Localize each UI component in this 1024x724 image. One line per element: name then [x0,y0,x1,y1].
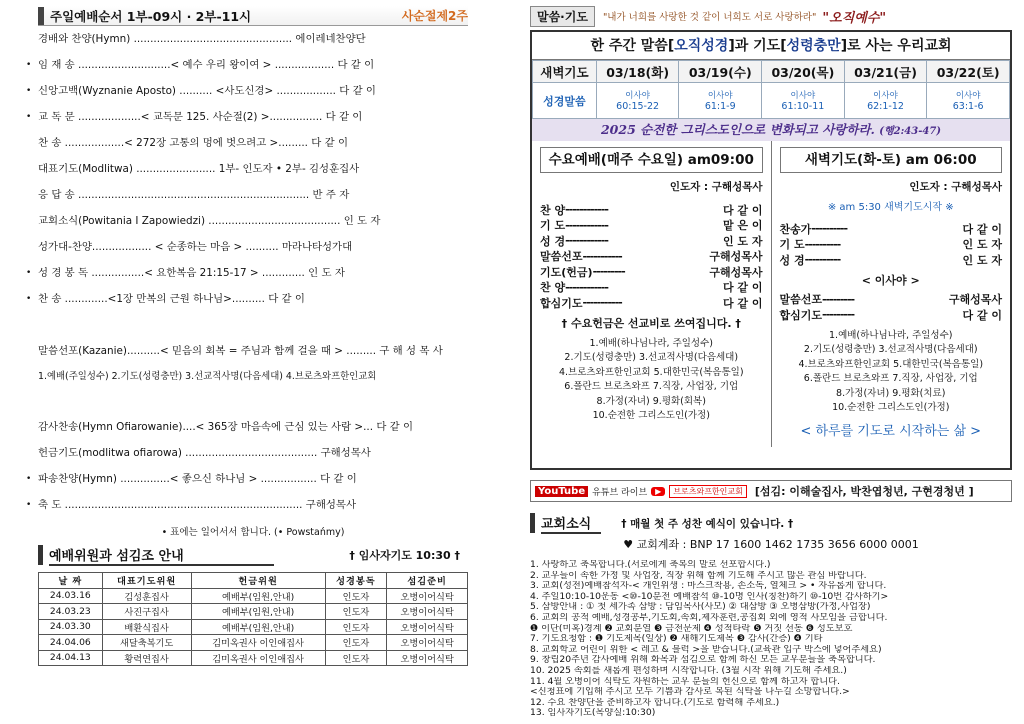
header-bar [38,7,44,25]
prayer-intent: 10.순전한 그리스도인(가정) [832,402,950,413]
news-item: 3. 교회(성전)예배참석자-< 개인위생 : 마스크착용, 손소독, 열체크 > • 자유롭게 합니다. [530,581,887,592]
season-label: 사순절제2주 [401,9,468,23]
service-line [540,295,763,311]
order-item [38,234,468,260]
service-line [780,307,1003,323]
order-item [38,104,468,130]
news-item: 10. 2025 속회를 새롭게 편성하며 시작합니다. (3월 시작 위해 기도해 주세요.) [530,665,847,676]
table-cell: 예배부(임원,안내) [191,604,325,620]
ushers-header-cell: 섬김준비 [387,573,468,589]
service-item: 찬 양 [540,203,566,217]
order-item-text: 감사찬송(Hymn Ofiarowanie)....< 365장 마음속에 근심 있는 사람 >... 다 같 이 [38,420,414,433]
order-item-text: • 신앙고백(Wyznanie Aposto) .......... <사도신경> .................. 다 같 이 [38,84,376,97]
slogan-ref: (행2:43-47) [879,126,942,137]
service-line [540,218,763,234]
verse-ref: 62:1-12 [867,101,904,112]
table-cell: 오병이어식탁 [387,604,468,620]
service-item: 성 경 [540,234,566,248]
order-item-text: 성가대-찬양.................. < 순종하는 마음 > .......... 마라나타성가대 [38,240,353,253]
service-person: 다 같 이 [722,296,763,310]
service-leader-dashes: --------- [592,265,625,279]
verse-ref: 61:1-9 [704,101,736,112]
news-item: <신청표에 기입해 주시고 모두 기쁨과 감사로 복된 식탁을 나누길 소망합니다.> [530,687,850,698]
verse-cell [844,83,927,119]
news-item: 11. 4월 오병이어 식탁도 자원하는 교우 분들의 헌신으로 함께 하고자 합니다. [530,676,840,687]
table-cell: 김미옥권사 이인애집사 [191,635,325,651]
news-title: 교회소식 [541,513,601,534]
table-cell: 오병이어식탁 [387,635,468,651]
service-line [540,233,763,249]
service-person: 구해성목사 [948,293,1002,307]
order-item [38,260,468,286]
table-row [39,635,468,651]
wednesday-offering-note: † 수요헌금은 선교비로 쓰여집니다. † [561,316,741,330]
service-item: 찬 양 [540,281,566,295]
news-header [530,512,1012,534]
verse-cell [762,83,845,119]
order-item [38,414,468,440]
youtube-bar [530,480,1012,502]
word-prayer-header [530,6,1012,26]
service-item: 성 경 [779,253,805,267]
table-cell: 예배부(임원,안내) [191,588,325,604]
wednesday-service [532,141,771,447]
table-cell: 김성훈집사 [102,588,191,604]
order-item-text: • 성 경 봉 독 ................< 요한복음 21:15-17 > ............. 인 도 자 [38,266,345,279]
dawn-start-note: ※ am 5:30 새벽기도시작 ※ [827,202,954,213]
dawn-leader: 인도자 : 구해성목사 [909,181,1002,193]
service-person: 인 도 자 [962,238,1002,252]
ushers-header-cell: 성경봉독 [325,573,387,589]
verse-cell [927,83,1010,119]
box-title-part: ]과 기도[ [728,38,787,54]
weekly-prayer-box [530,30,1012,470]
order-item [38,156,468,182]
dawn-schedule-table [532,60,1010,119]
service-line [780,237,1003,253]
service-item: 찬송가 [779,222,812,236]
dawn-title: 새벽기도(화-토) am 06:00 [780,147,1003,173]
service-leader-dashes: ---------- [811,222,848,236]
service-leader-dashes: ----------- [582,249,622,263]
wednesday-leader: 인도자 : 구해성목사 [669,181,763,193]
ushers-header-cell: 헌금위원 [191,573,325,589]
table-cell: 24.03.30 [39,619,103,635]
news-item: 9. 창립20주년 감사예배 위해 화목과 섬김으로 함께 하신 모든 교우분들을 축복합니다. [530,655,876,666]
ushers-header-cell: 날 짜 [39,573,103,589]
order-item [38,208,468,234]
news-item: 12. 수요 찬양단을 준비하고자 합니다.(기도로 함력해 주세요.) [530,697,780,708]
order-item [38,182,468,208]
service-item: 합심기도 [779,308,823,322]
channel-badge[interactable]: 브로츠와프한인교회 [669,485,747,498]
service-leader-dashes: ------------ [565,203,608,217]
prayer-intent: 2.기도(성령충만) 3.선교적사명(다음세대) [803,344,978,355]
table-cell: 오병이어식탁 [387,619,468,635]
date-cell: 03/19(수) [679,61,762,83]
box-title [532,32,1010,60]
order-item-text: 교회소식(Powitania I Zapowiedzi) ........................................ 인 도 자 [38,214,381,227]
table-cell: 김미옥권사 이인애집사 [191,650,325,666]
service-leader-dashes: --------- [822,308,855,322]
service-person: 다 같 이 [962,308,1002,322]
verse-book: 이사야 [625,91,650,101]
prayer-intent: 6.폴란드 브로츠와프 7.직장, 사업장, 기업 [803,373,978,384]
table-cell: 24.04.13 [39,650,103,666]
love-quote: "내가 너희를 사랑한 것 같이 너희도 서로 사랑하라" [602,12,817,23]
ushers-title: 예배위원과 섬김조 안내 [49,545,274,566]
service-item: 기 도 [540,219,566,233]
table-cell: 24.04.06 [39,635,103,651]
slogan-text: 2025 순전한 그리스도인으로 변화되고 사랑하라. [600,122,875,137]
worship-order-list [38,26,468,518]
play-icon[interactable]: ▶ [651,487,665,496]
prayer-intent: 2.기도(성령충만) 3.선교적사명(다음세대) [564,352,739,363]
box-title-part: 한 주간 말씀[ [590,38,675,54]
prayer-intent: 1.예배(하나님나라, 주일성수) [829,329,953,341]
order-item-text: 경배와 찬양(Hymn) ................................................ 에이레네찬양단 [38,32,366,45]
verse-book: 이사야 [707,91,733,101]
service-person: 맡 은 이 [722,219,763,233]
prayer-intent: 6.폴란드 브로츠와프 7.직장, 사업장, 기업 [564,381,739,392]
order-item [38,364,468,388]
service-line [780,252,1003,268]
dawn-order [780,221,1003,268]
wednesday-order [540,202,763,311]
service-line [780,221,1003,237]
service-item: 기도(헌금) [540,265,593,279]
ushers-table [38,572,468,666]
ushers-header-cell: 대표기도위원 [102,573,191,589]
service-leader-dashes: ------------ [565,234,608,248]
service-item: 합심기도 [540,296,583,310]
table-cell: 24.03.16 [39,588,103,604]
verse-book: 이사야 [955,91,981,101]
order-item-text: 말씀선포(Kazanie)..........< 믿음의 회복 = 주님과 함께 걸을 때 > ......... 구 해 성 목 사 [38,344,443,357]
prayer-intent: 4.브로츠와프한인교회 5.대한민국(복음통일) [558,366,744,378]
dawn-service [771,141,1011,447]
servers-list: [섬김: 이해술집사, 박찬엽청년, 구현경청년 ] [754,485,974,498]
prayer-intent: 1.예배(하나님나라, 주일성수) [589,337,713,349]
yearly-slogan [532,119,1010,141]
table-cell: 인도자 [325,650,387,666]
date-cell: 03/22(토) [927,61,1010,83]
service-person: 인 도 자 [962,253,1002,267]
order-item [38,286,468,312]
header-bar [38,545,43,565]
service-line [540,264,763,280]
header-bar [530,513,535,533]
service-leader-dashes: ------------ [565,218,608,232]
table-row [39,588,468,604]
table-cell: 인도자 [325,588,387,604]
table-cell: 인도자 [325,635,387,651]
service-person: 인 도 자 [722,234,763,248]
verse-book: 이사야 [873,91,898,101]
table-row [39,619,468,635]
ushers-header [38,544,468,566]
service-person: 구해성목사 [709,250,763,264]
news-item: 6. 교회의 공적 예배,성경공부,기도회,속회,제자훈련,공집회 외에 영적 사모임을 금합니다. [530,612,888,623]
bank-account: ♥ 교회계좌 : BNP 17 1600 1462 1735 3656 6000 0001 [623,538,919,551]
service-leader-dashes: --------- [822,292,855,306]
service-person: 다 같 이 [962,222,1002,236]
box-title-highlight: 성령충만 [786,38,841,54]
table-cell: 황력연집사 [102,650,191,666]
life-slogan: < 하루를 기도로 시작하는 삶 > [800,423,982,439]
service-line [540,202,763,218]
service-line [540,249,763,265]
youtube-live-label: 유튜브 라이브 [592,487,648,498]
order-item-text: • 임 재 송 ............................< 예수 우리 왕이여 > .................. 다 같 이 [38,58,375,71]
order-item [38,440,468,466]
date-cell: 03/21(금) [844,61,927,83]
prayer-intents-right [780,329,1003,416]
order-item-text: • 교 독 문 ...................< 교독문 125. 사순절(2) >................ 다 같 이 [38,110,363,123]
service-person: 구해성목사 [709,265,763,279]
news-item: 4. 주일10:10-10운동 <⑩-10분전 예배참석 ⑩-10명 인사(칭찬)하기 ⑩-10번 감사하기> [530,591,889,602]
table-cell: 배환식집사 [102,619,191,635]
table-cell: 오병이어식탁 [387,650,468,666]
ushers-table-header [39,573,468,589]
service-columns [532,141,1010,447]
date-cell: 03/18(화) [596,61,679,83]
verse-ref: 63:1-6 [952,101,984,112]
only-jesus: "오직예수" [822,10,887,26]
table-cell: 오병이어식탁 [387,588,468,604]
table-row [39,650,468,666]
prayer-intents-left [540,337,763,424]
order-item-text: • 파송찬양(Hymn) ...............< 좋으신 하나님 > ................. 다 같 이 [38,472,357,485]
worship-order-title: 주일예배순서 1부-09시 · 2부-11시 [50,8,252,24]
box-title-highlight: 오직성경 [674,38,729,54]
service-person: 다 같 이 [722,203,763,217]
service-line [780,292,1003,308]
order-item-text: 1.예배(주일성수) 2.기도(성령충만) 3.선교적사명(다음세대) 4.브로츠와프한인교회 [38,370,377,382]
dawn-label: 새벽기도 [533,61,597,83]
order-item-text: • 축 도 ........................................................................ 구해성목사 [38,498,356,511]
left-column [38,6,468,722]
order-item-text: 응 답 송 ...................................................................... 반 주 자 [38,188,350,201]
wednesday-title: 수요예배(매주 수요일) am09:00 [540,147,763,173]
verse-book: 이사야 [790,91,816,101]
prayer-intent: 8.가정(자녀) 9.평화(회복) [596,395,706,407]
dawn-order-2 [780,292,1003,323]
service-item: 말씀선포 [540,250,583,264]
date-cell: 03/20(목) [762,61,845,83]
order-item [38,338,468,364]
order-item-text: • 찬 송 .............<1장 만복의 근원 하나님>.......... 다 같 이 [38,292,305,305]
communion-note: † 매월 첫 주 성찬 예식이 있습니다. † [621,517,794,530]
stand-note: • 표에는 일어서서 합니다. (• Powstańmy) [161,527,345,538]
verse-cell [596,83,679,119]
table-cell: 예배부(임원,안내) [191,619,325,635]
table-cell: 인도자 [325,619,387,635]
verse-ref: 60:15-22 [616,101,660,112]
dawn-book: < 이사야 > [861,273,920,287]
order-item [38,26,468,52]
order-item-text: 찬 송 ..................< 272장 고통의 멍에 벗으려고 >......... 다 같 이 [38,136,349,149]
order-item-text: 헌금기도(modlitwa ofiarowa) ........................................ 구해성목사 [38,446,371,459]
prayer-intent: 8.가정(자녀) 9.평화(치료) [836,387,946,399]
right-column [530,6,1012,722]
order-item [38,388,468,414]
verse-ref: 61:10-11 [781,101,825,112]
youtube-logo[interactable]: YouTube [535,486,588,497]
news-item: ❶ 이단(미혹)경계 ❷ 교회분열 ❸ 금전문제 ❹ 성적타락 ❺ 거짓 선동 ❻ 성도보호 [530,623,853,634]
order-item [38,130,468,156]
table-cell: 24.03.23 [39,604,103,620]
table-cell: 인도자 [325,604,387,620]
service-leader-dashes: ------------ [565,280,608,294]
worship-order-header [38,6,468,26]
service-item: 기 도 [779,238,805,252]
news-item: 13. 임사자기도(목양실:10:30) [530,708,656,719]
table-cell: 새달축복기도 [102,635,191,651]
order-item [38,312,468,338]
date-row [533,61,1010,83]
news-item: 8. 교회학교 어린이 위한 < 레고 & 블럭 >을 받습니다.(교육관 입구 박스에 넣어주세요) [530,644,882,655]
prayer-intent: 10.순전한 그리스도인(가정) [592,410,710,421]
news-item: 2. 교우들이 속한 가정 및 사업장, 직장 위해 함께 기도해 주시고 많은 관심 바랍니다. [530,570,867,581]
service-leader-dashes: ---------- [804,253,841,267]
table-cell: 사진구집사 [102,604,191,620]
news-list [530,560,1012,719]
scripture-label: 성경말씀 [533,83,597,119]
service-line [540,280,763,296]
prayer-time: † 임사자기도 10:30 † [349,549,460,562]
news-item: 1. 사랑하고 축복합니다.(서로에게 축복의 말로 선포합시다.) [530,560,771,570]
news-item: 7. 기도요청함 : ❶ 기도제목(일상) ❷ 새해기도제목 ❸ 감사(간증) ❹ 기타 [530,634,823,645]
service-leader-dashes: ---------- [804,237,841,251]
service-person: 다 같 이 [722,281,763,295]
order-item [38,492,468,518]
service-item: 말씀선포 [779,293,823,307]
verse-row [533,83,1010,119]
prayer-intent: 4.브로츠와프한인교회 5.대한민국(복음통일) [798,358,984,370]
service-leader-dashes: ----------- [582,296,622,310]
order-item [38,52,468,78]
order-item [38,466,468,492]
order-item-text: 대표기도(Modlitwa) ........................ 1부- 인도자 • 2부- 김성훈집사 [38,162,360,175]
word-prayer-label: 말씀·기도 [530,6,595,27]
verse-cell [679,83,762,119]
table-row [39,604,468,620]
box-title-part: ]로 사는 우리교회 [840,38,952,54]
order-item [38,78,468,104]
news-item: 5. 삼방안내 : ① 첫 세가족 삼방 : 담임목사(사모) ② 대삼방 ③ 오병삼방(가정,사업장) [530,602,871,613]
